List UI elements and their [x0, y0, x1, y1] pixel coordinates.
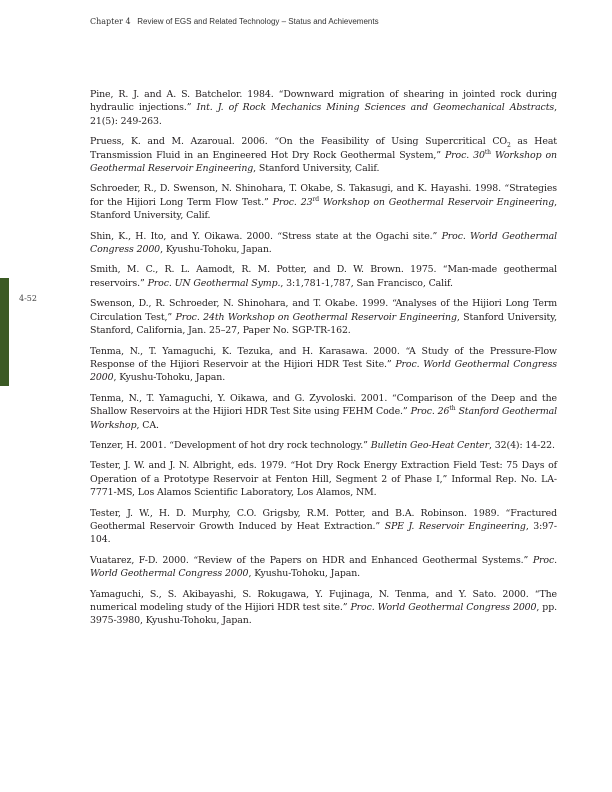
reference-text: Proc. World Geothermal Congress 2000: [90, 230, 558, 256]
reference-text: Tenma, N., T. Yamaguchi, K. Tezuka, and H. Karasawa. 2000. “A Study of the Pressure-Flow Response of the Hijiori Reservoir at the Hijiori HDR Test Site.”: [90, 345, 557, 370]
reference-text: Schroeder, R., D. Swenson, N. Shinohara, T. Okabe, S. Takasugi, and K. Hayashi. 1998. “Strategies for the Hijiori Long Term Flow Test.”: [90, 183, 557, 208]
running-header: [90, 17, 570, 26]
reference-text: Proc. 24th Workshop on Geothermal Reservoir Engineering: [175, 311, 457, 323]
reference-text: , 3:97-104.: [90, 520, 557, 546]
reference-text: Proc. World Geothermal Congress 2000: [90, 358, 557, 384]
reference-pruess: [90, 135, 557, 175]
chapter-label: Chapter 4: [90, 17, 131, 26]
reference-text: Shin, K., H. Ito, and Y. Oikawa. 2000. “Stress state at the Ogachi site.”: [90, 230, 442, 242]
chapter-side-tab: [0, 278, 9, 386]
reference-text: Stanford Geothermal Workshop: [90, 406, 558, 431]
reference-tenzer: [90, 439, 557, 452]
reference-text: Tenma, N., T. Yamaguchi, Y. Oikawa, and G. Zyvoloski. 2001. “Comparison of the Deep and the Shallow Reservoirs at the Hijiori HDR Test Site using FEHM Code.”: [90, 392, 557, 418]
reference-text: SPE J. Reservoir Engineering: [384, 520, 526, 532]
reference-pine: [90, 88, 557, 128]
reference-swenson: [90, 297, 557, 337]
reference-text: th: [449, 405, 456, 412]
reference-text: Swenson, D., R. Schroeder, N. Shinohara, and T. Okabe. 1999. “Analyses of the Hijiori Long Term Circulation Test,”: [90, 298, 557, 323]
reference-text: Proc. UN Geothermal Symp.: [147, 277, 281, 289]
reference-text: Workshop on Geothermal Reservoir Engineering: [90, 149, 557, 175]
reference-text: 2: [507, 142, 511, 150]
reference-text: , 3:1,781-1,787, San Francisco, Calif.: [280, 277, 453, 289]
reference-text: , 21(5): 249-263.: [90, 102, 557, 127]
reference-text: Proc. 30: [444, 149, 485, 161]
reference-text: , CA.: [136, 419, 159, 431]
reference-text: as Heat Transmission Fluid in an Engineered Hot Dry Rock Geothermal System,”: [90, 136, 557, 161]
reference-vuatarez: [90, 554, 557, 581]
reference-text: Tester, J. W. and J. N. Albright, eds. 1979. “Hot Dry Rock Energy Extraction Field Test: 75 Days of Operation of a Prototype Reservoir at Fenton Hill, Segment 2 of Phase I,” Informal Rep. No. LA-7771-MS, Los Alamos Scientific Laboratory, Los Alamos, NM.: [90, 460, 557, 499]
reference-text: Int. J. of Rock Mechanics Mining Sciences and Geomechanical Abstracts: [196, 102, 555, 114]
reference-text: rd: [312, 195, 319, 203]
reference-tenma2: [90, 392, 557, 432]
reference-text: Smith, M. C., R. L. Aamodt, R. M. Potter, and D. W. Brown. 1975. “Man-made geothermal reservoirs.”: [90, 264, 557, 289]
page-number: 4-52: [19, 294, 37, 303]
reference-text: Tester, J. W., H. D. Murphy, C.O. Grigsby, R.M. Potter, and B.A. Robinson. 1989. “Fractured Geothermal Reservoir Growth Induced by Heat Extraction.”: [90, 507, 557, 532]
reference-text: Vuatarez, F-D. 2000. “Review of the Papers on HDR and Enhanced Geothermal Systems.”: [90, 554, 533, 566]
reference-text: Pine, R. J. and A. S. Batchelor. 1984. “Downward migration of shearing in jointed rock during hydraulic injections.”: [90, 89, 557, 114]
reference-smith: [90, 263, 557, 290]
reference-text: Bulletin Geo-Heat Center: [370, 439, 490, 451]
reference-list: [90, 88, 557, 635]
chapter-title: Review of EGS and Related Technology – Status and Achievements: [137, 17, 379, 26]
reference-yamaguchi: [90, 588, 557, 628]
reference-text: , Stanford University, Calif.: [253, 163, 380, 175]
reference-schroeder: [90, 182, 557, 222]
reference-shin: [90, 230, 557, 257]
reference-text: Proc. 23: [272, 196, 313, 208]
reference-tenma1: [90, 345, 557, 385]
reference-text: , Kyushu-Tohoku, Japan.: [113, 372, 226, 384]
reference-text: Yamaguchi, S., S. Akibayashi, S. Rokugawa, Y. Fujinaga, N. Tenma, and Y. Sato. 2000. “The numerical modeling study of the Hijiori HDR test site.”: [90, 588, 557, 613]
reference-tester1: [90, 459, 557, 499]
reference-text: , pp. 3975-3980, Kyushu-Tohoku, Japan.: [90, 602, 557, 627]
reference-text: , Stanford University, Stanford, California, Jan. 25–27, Paper No. SGP-TR-162.: [90, 311, 557, 337]
reference-text: Proc. World Geothermal Congress 2000: [90, 554, 557, 580]
reference-text: Workshop on Geothermal Reservoir Engineering: [318, 196, 555, 208]
reference-text: Pruess, K. and M. Azaroual. 2006. “On the Feasibility of Using Supercritical CO: [90, 136, 507, 148]
reference-text: th: [484, 148, 491, 156]
reference-text: , Stanford University, Calif.: [90, 196, 557, 222]
reference-text: Proc. World Geothermal Congress 2000: [350, 602, 537, 613]
reference-text: , Kyushu-Tohoku, Japan.: [248, 568, 361, 580]
reference-text: , 32(4): 14-22.: [489, 439, 555, 451]
reference-text: Proc. 26: [410, 406, 450, 418]
reference-text: Tenzer, H. 2001. “Development of hot dry rock technology.”: [90, 439, 371, 451]
reference-tester2: [90, 507, 557, 547]
reference-text: , Kyushu-Tohoku, Japan.: [160, 244, 272, 256]
